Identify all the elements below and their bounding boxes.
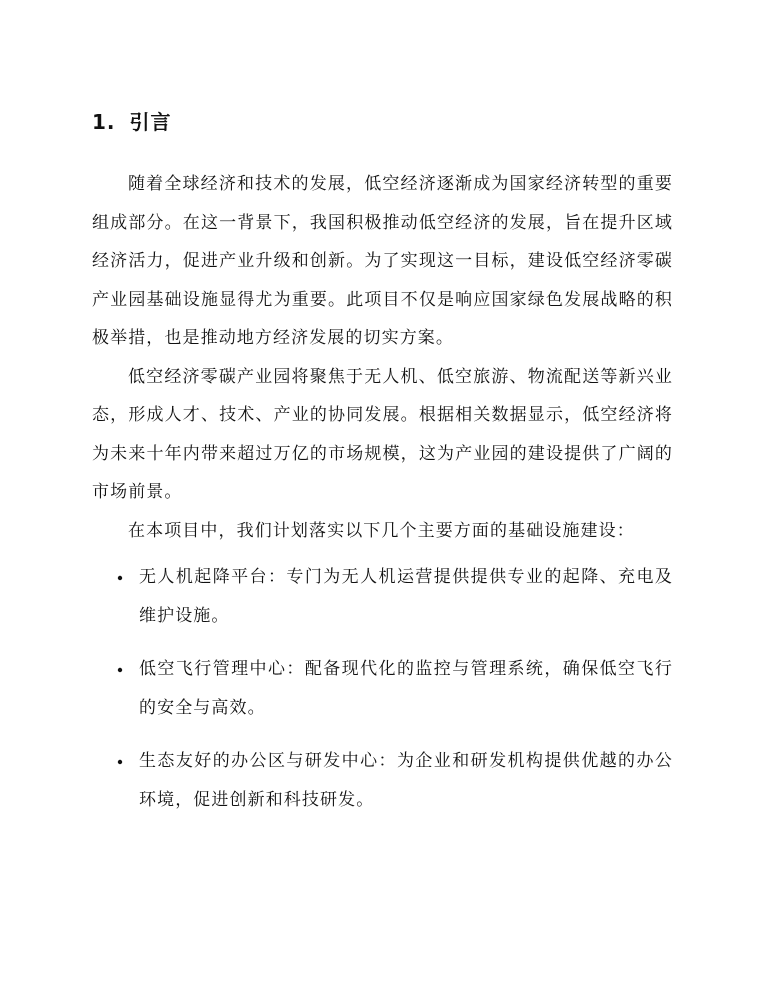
infrastructure-list xyxy=(92,558,673,819)
list-item xyxy=(92,650,673,727)
section-number: 1. xyxy=(92,110,116,134)
paragraph-plan: 在本项目中，我们计划落实以下几个主要方面的基础设施建设： xyxy=(128,520,635,541)
bullet-icon xyxy=(118,760,122,764)
list-item-text: 生态友好的办公区与研发中心：为企业和研发机构提供优越的办公环境，促进创新和科技研发。 xyxy=(139,751,673,810)
list-item xyxy=(92,558,673,635)
section-heading xyxy=(92,112,673,132)
list-item xyxy=(92,742,673,819)
bullet-icon xyxy=(118,668,122,672)
bullet-icon xyxy=(118,576,122,580)
paragraph-focus: 低空经济零碳产业园将聚焦于无人机、低空旅游、物流配送等新兴业态，形成人才、技术、产业的协同发展。根据相关数据显示，低空经济将为未来十年内带来超过万亿的市场规模，这为产业园的建设提供了广阔的市场前景。 xyxy=(92,366,673,502)
paragraph-intro: 随着全球经济和技术的发展，低空经济逐渐成为国家经济转型的重要组成部分。在这一背景下，我国积极推动低空经济的发展，旨在提升区域经济活力，促进产业升级和创新。为了实现这一目标，建设低空经济零碳产业园基础设施显得尤为重要。此项目不仅是响应国家绿色发展战略的积极举措，也是推动地方经济发展的切实方案。 xyxy=(92,174,673,348)
list-item-text: 低空飞行管理中心：配备现代化的监控与管理系统，确保低空飞行的安全与高效。 xyxy=(139,659,673,718)
section-title: 引言 xyxy=(129,110,172,134)
list-item-text: 无人机起降平台：专门为无人机运营提供提供专业的起降、充电及维护设施。 xyxy=(139,567,673,626)
